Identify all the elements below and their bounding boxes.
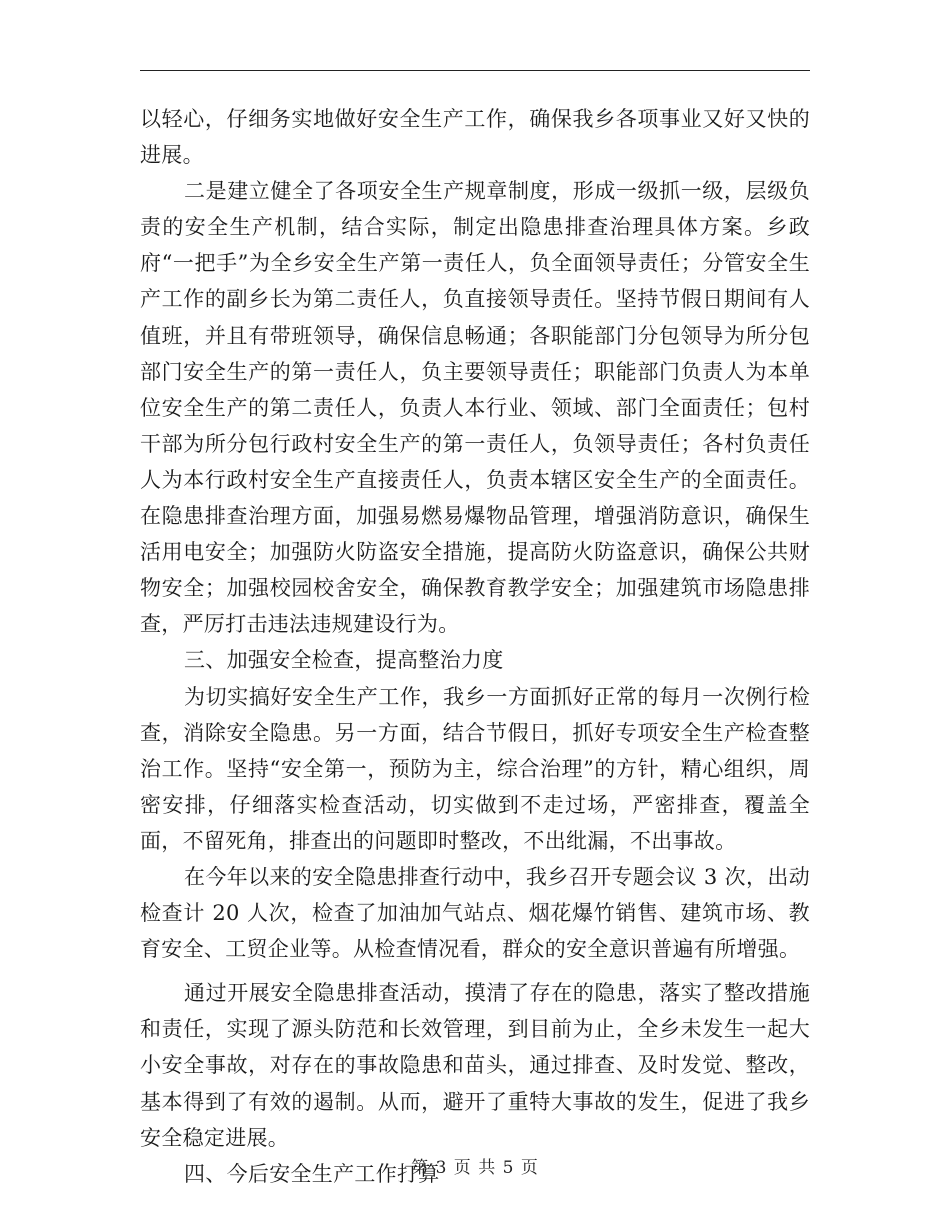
paragraph-statistics: 在今年以来的安全隐患排查行动中，我乡召开专题会议 3 次，出动检查计 20 人次，检查了加油加气站点、烟花爆竹销售、建筑市场、教育安全、工贸企业等。从检查情况看，群众的安全意识普遍有所增强。 — [140, 864, 810, 962]
section-heading-inspection: 三、加强安全检查，提高整治力度 — [184, 648, 504, 673]
paragraph-inspection: 为切实搞好安全生产工作，我乡一方面抓好正常的每月一次例行检查，消除安全隐患。另一方面，结合节假日，抓好专项安全生产检查整治工作。坚持“安全第一，预防为主，综合治理”的方针，精心组织，周密安排，仔细落实检查活动，切实做到不走过场，严密排查，覆盖全面，不留死角，排查出的问题即时整改，不出纰漏，不出事故。 — [140, 684, 810, 853]
header-rule — [140, 70, 810, 71]
paragraph-results: 通过开展安全隐患排查活动，摸清了存在的隐患，落实了整改措施和责任，实现了源头防范和长效管理，到目前为止，全乡未发生一起大小安全事故，对存在的事故隐患和苗头，通过排查、及时发觉、整改，基本得到了有效的遏制。从而，避开了重特大事故的发生，促进了我乡安全稳定进展。 — [140, 981, 810, 1150]
page-number: 第 3 页 共 5 页 — [411, 1158, 539, 1178]
section-heading-plans: 四、今后安全生产工作打算 — [184, 1161, 440, 1186]
paragraph-continuation: 以轻心，仔细务实地做好安全生产工作，确保我乡各项事业又好又快的进展。 — [140, 107, 810, 168]
paragraph-regulations: 二是建立健全了各项安全生产规章制度，形成一级抓一级，层级负责的安全生产机制，结合实际，制定出隐患排查治理具体方案。乡政府“一把手”为全乡安全生产第一责任人，负全面领导责任；分管安全生产工作的副乡长为第二责任人，负直接领导责任。坚持节假日期间有人值班，并且有带班领导，确保信息畅通；各职能部门分包领导为所分包部门安全生产的第一责任人，负主要领导责任；职能部门负责人为本单位安全生产的第二责任人，负责人本行业、领域、部门全面责任；包村干部为所分包行政村安全生产的第一责任人，负领导责任；各村负责任人为本行政村安全生产直接责任人，负责本辖区安全生产的全面责任。在隐患排查治理方面，加强易燃易爆物品管理，增强消防意识，确保生活用电安全；加强防火防盗安全措施，提高防火防盗意识，确保公共财物安全；加强校园校舍安全，确保教育教学安全；加强建筑市场隐患排查，严厉打击违法违规建设行为。 — [140, 179, 810, 637]
document-body — [140, 101, 810, 1192]
